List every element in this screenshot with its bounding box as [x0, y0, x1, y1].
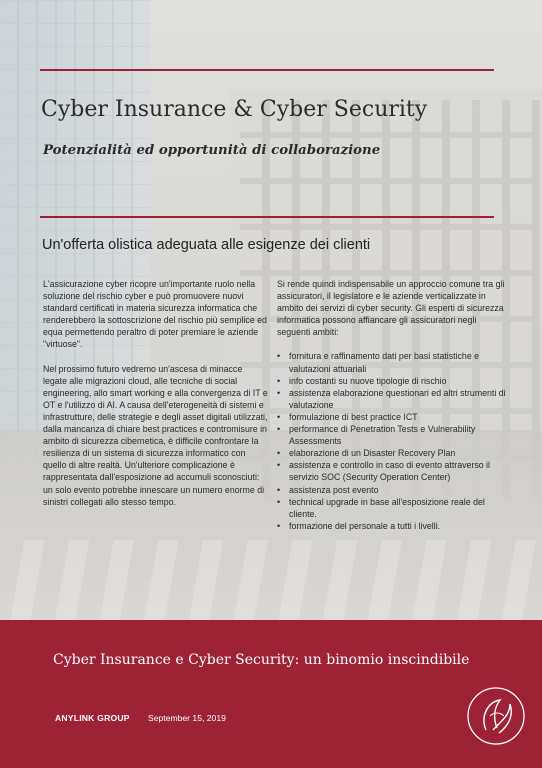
list-item: • formazione del personale a tutti i livelli. — [277, 520, 509, 532]
brand-name: ANYLINK GROUP — [55, 713, 130, 723]
paragraph: Si rende quindi indispensabile un approccio comune tra gli assicuratori, il legislatore e le aziende verticalizzate in ambito dei servizi di cyber security. Gli esperti di sicurezza informatica possono affiancare gli assicuratori negli seguenti ambiti: — [277, 279, 505, 338]
section-heading: Un'offerta olistica adeguata alle esigenze dei clienti — [42, 237, 371, 253]
list-item: • elaborazione di un Disaster Recovery Plan — [277, 447, 509, 459]
list-item: • fornitura e raffinamento dati per basi statistiche e valutazioni attuariali — [277, 350, 509, 374]
top-divider — [40, 69, 494, 71]
list-item: • assistenza e controllo in caso di evento attraverso il servizio SOC (Security Operation Center) — [277, 459, 509, 483]
paragraph: L'assicurazione cyber ricopre un'importante ruolo nella soluzione del rischio cyber e può promuovere nuovi standard certificati in materia sicurezza informatica che renderebbero la sottoscrizione del rischio più semplice ed equa permettendo peraltro di poter premiare le aziende "virtuose". — [43, 279, 267, 350]
page-title: Cyber Insurance & Cyber Security — [41, 97, 428, 122]
list-item: • info costanti su nuove tipologie di rischio — [277, 375, 509, 387]
paragraph: Nel prossimo futuro vedremo un'ascesa di minacce legate alle migrazioni cloud, alle tecniche di social engineering, allo smart working e alla convergenza di IT e OT e l'utilizzo di AI. A causa dell'eterogeneità di sistemi e infrastrutture, delle strategie e degli asset digitali utilizzati, dalla mancanza di chiare best practices e contromisure in ambito di sicurezza cibernetica, è difficile confrontare la resilienza di un sistema di sicurezza informatico con quello di altre realtà. Un'ulteriore complicazione è rappresentata dall'esposizione ad accumuli sconosciuti: un solo evento potrebbe innescare un numero enorme di sinistri collegati allo stesso tempo. — [43, 363, 268, 507]
list-item: • assistenza post evento — [277, 484, 509, 496]
right-column — [277, 278, 509, 532]
left-column — [43, 278, 268, 520]
services-list — [277, 350, 509, 531]
page-subtitle: Potenzialità ed opportunità di collaborazione — [43, 143, 381, 158]
list-item: • performance di Penetration Tests e Vulnerability Assessments — [277, 423, 509, 447]
list-item: • assistenza elaborazione questionari ed altri strumenti di valutazione — [277, 387, 509, 411]
list-item: • technical upgrade in base all'esposizione reale del cliente. — [277, 496, 509, 520]
footer-title: Cyber Insurance e Cyber Security: un binomio inscindibile — [53, 652, 470, 668]
list-item: • formulazione di best practice ICT — [277, 411, 509, 423]
publication-date: September 15, 2019 — [148, 713, 226, 723]
anylink-logo-icon — [466, 686, 526, 746]
footer-band — [0, 620, 542, 768]
section-divider — [40, 216, 494, 218]
